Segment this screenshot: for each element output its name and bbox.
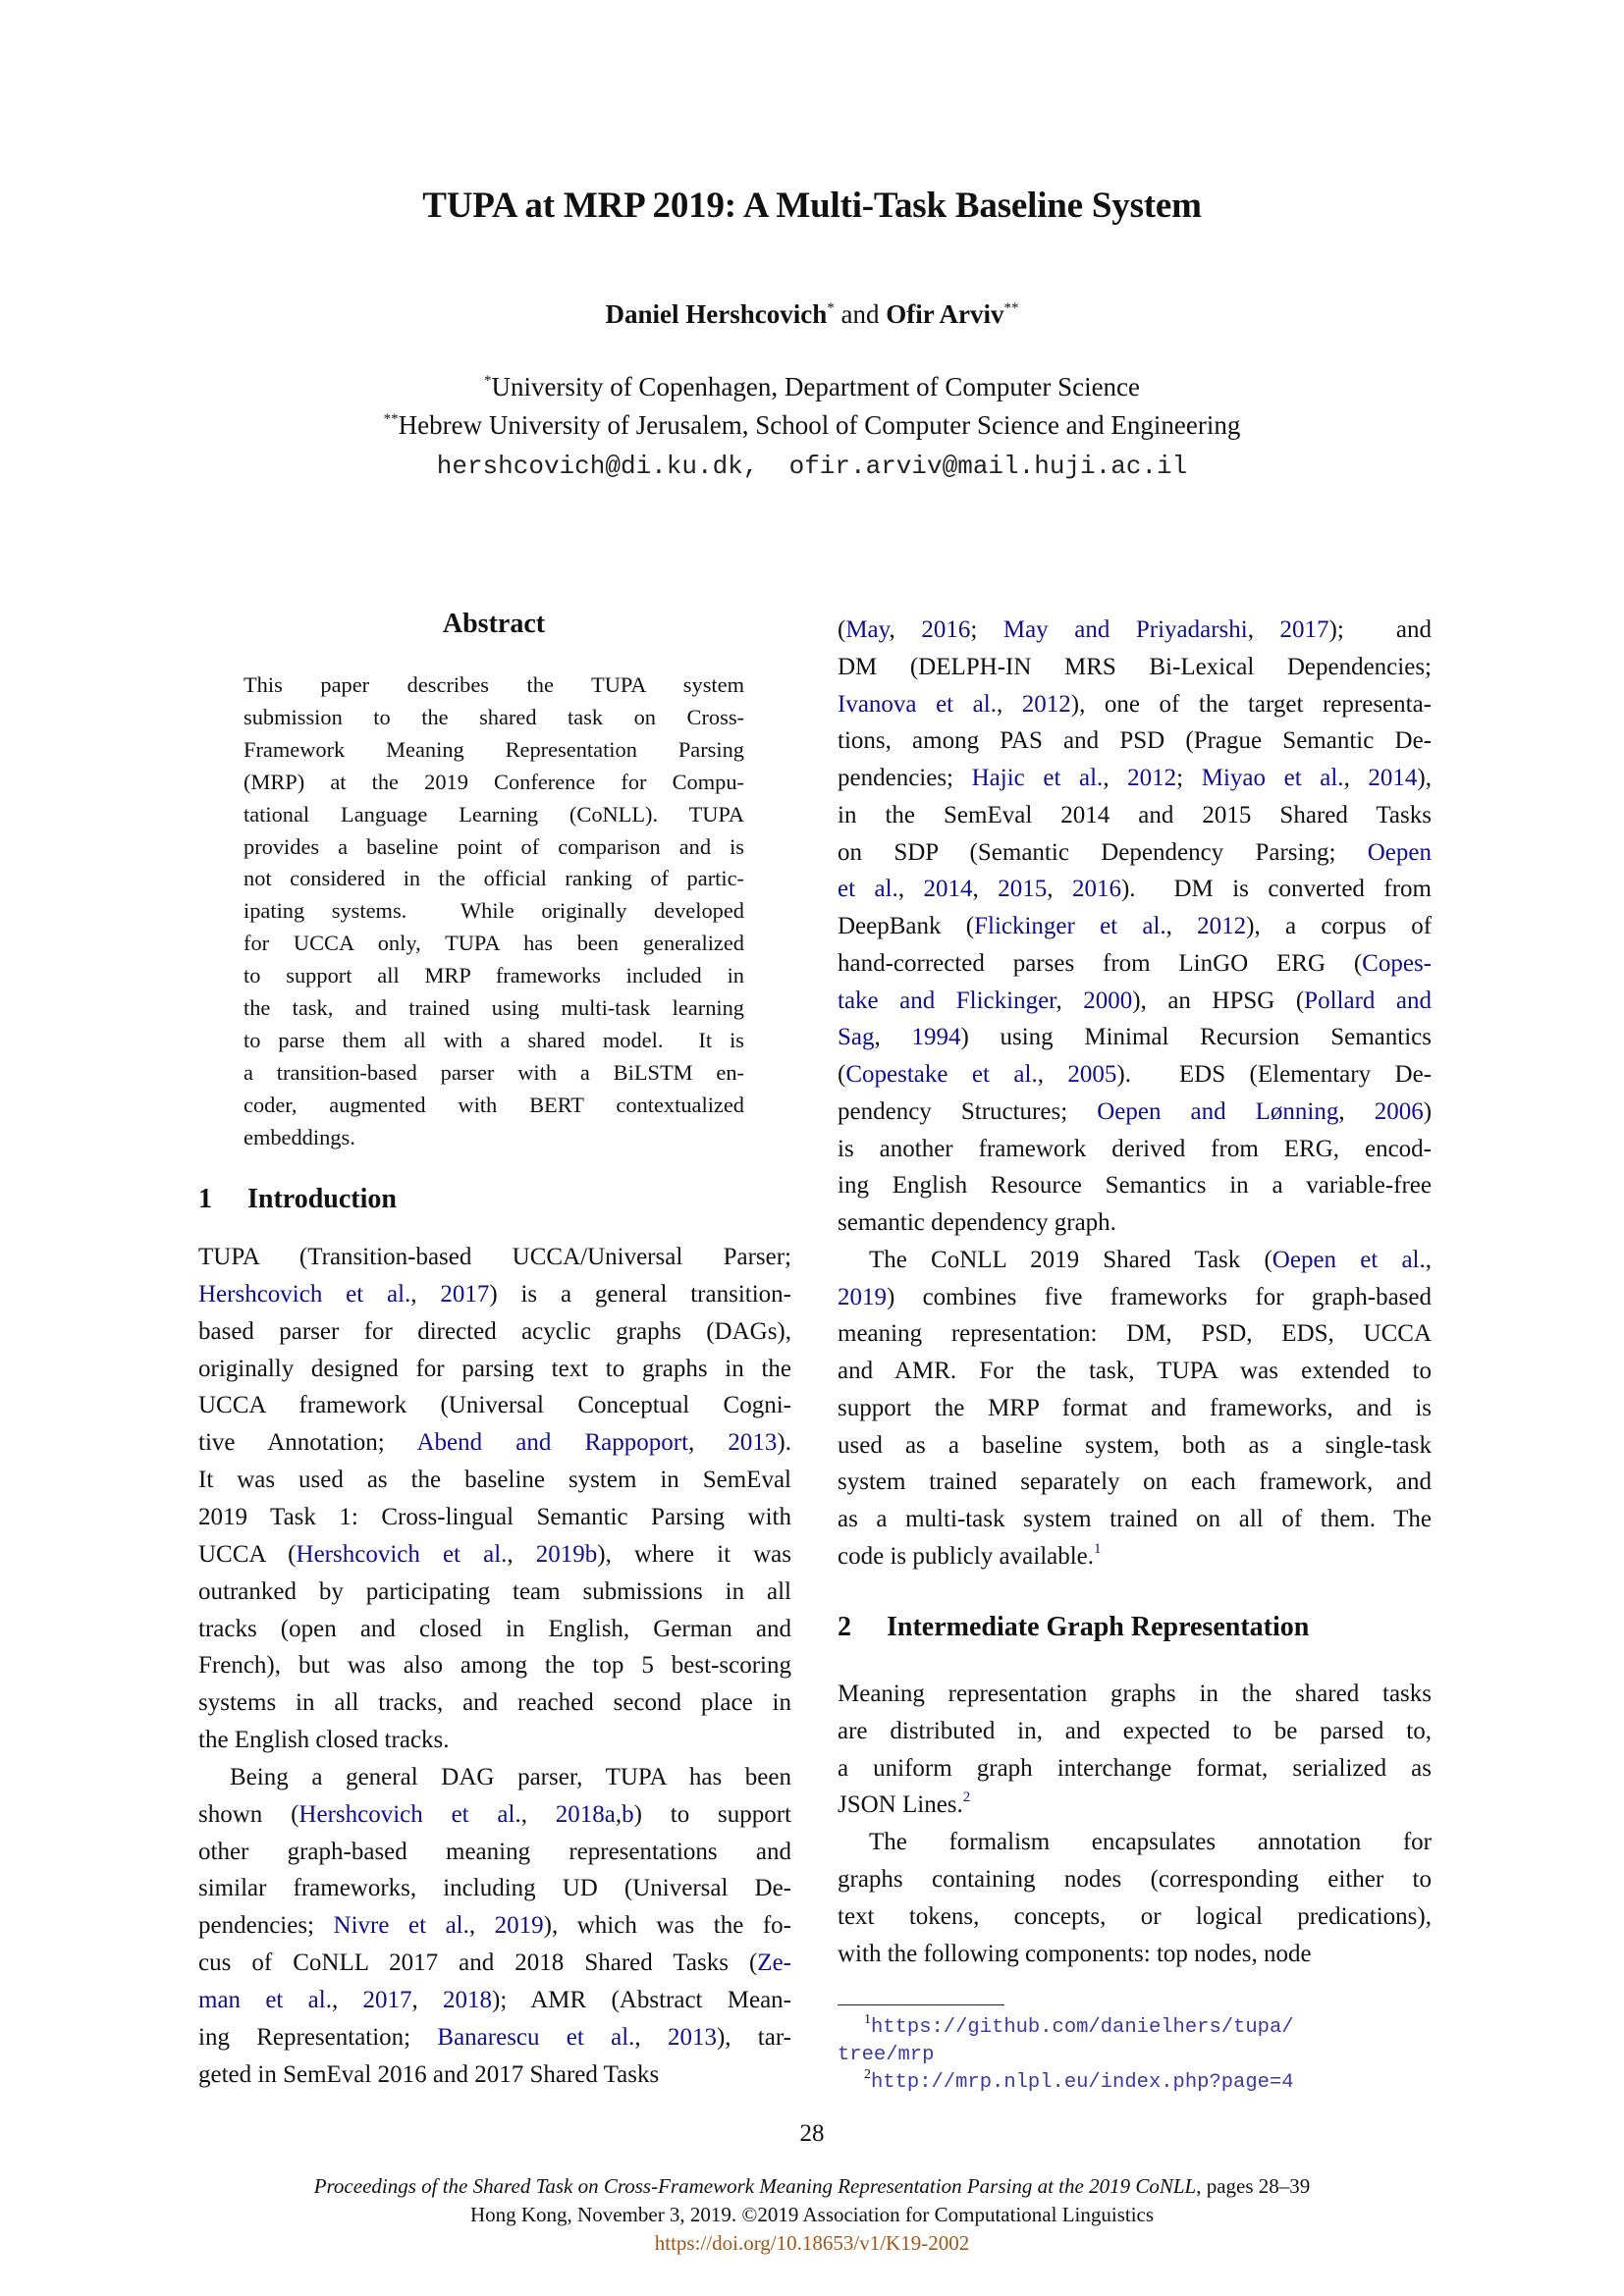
- citation-link[interactable]: Hershcovich et al.: [198, 1280, 411, 1308]
- text-line: [198, 1611, 791, 1648]
- text-span: Framework Meaning Representation Parsing: [244, 736, 744, 762]
- text-line: [244, 766, 744, 798]
- text-line: [198, 1499, 791, 1536]
- citation-link[interactable]: 2019: [838, 1283, 887, 1310]
- citation-link[interactable]: Banarescu et al.: [437, 2023, 635, 2051]
- text-span: ;: [1176, 765, 1202, 791]
- text-span: code is publicly available.: [838, 1542, 1095, 1570]
- text-span: cus of CoNLL 2017 and 2018 Shared Tasks (: [198, 1949, 758, 1977]
- text-span: a uniform graph interchange format, serialized as: [838, 1754, 1432, 1782]
- citation-link[interactable]: Copestake et al.: [845, 1061, 1038, 1088]
- text-line: [838, 1861, 1432, 1898]
- text-span: ) is a general transition-: [489, 1280, 791, 1308]
- text-line: [838, 983, 1432, 1020]
- text-span: ), where it was: [597, 1540, 791, 1568]
- text-line: [838, 908, 1432, 945]
- author-affiliation-mark: *: [827, 300, 835, 316]
- citation-link[interactable]: man et al.: [198, 1987, 332, 2013]
- text-span: 2019 Task 1: Cross-lingual Semantic Parsing with: [198, 1503, 791, 1530]
- citation-link[interactable]: 2018: [443, 1987, 493, 2013]
- text-span: ,: [507, 1540, 536, 1568]
- text-line: [838, 1279, 1432, 1316]
- text-line: [198, 1759, 791, 1796]
- text-line: [198, 1239, 791, 1276]
- citation-link[interactable]: 2019: [494, 1912, 544, 1940]
- text-span: embeddings.: [244, 1124, 355, 1149]
- affiliation-mark: *: [483, 373, 492, 389]
- text-line: [838, 1131, 1432, 1168]
- text-span: outranked by participating team submissions in all: [198, 1577, 791, 1605]
- text-span: ,: [1103, 765, 1128, 791]
- text-line: [198, 1574, 791, 1611]
- text-span: text tokens, concepts, or logical predications),: [838, 1902, 1432, 1930]
- footnote-divider: [838, 2004, 1004, 2005]
- text-span: ,: [411, 1987, 444, 2013]
- footnote-1: [864, 2014, 1294, 2042]
- text-span: ,: [1037, 1061, 1068, 1088]
- text-line: [198, 1351, 791, 1388]
- text-span: support the MRP format and frameworks, and is: [838, 1394, 1432, 1421]
- citation-link[interactable]: 2018a: [555, 1800, 616, 1828]
- text-span: ,: [410, 1280, 441, 1308]
- text-span: It was used as the baseline system in SemEval: [198, 1467, 791, 1494]
- citation-link[interactable]: 2000: [1083, 987, 1133, 1014]
- text-span: the English closed tracks.: [198, 1727, 450, 1754]
- text-line: [838, 871, 1432, 908]
- text-span: in the SemEval 2014 and 2015 Shared Tasks: [838, 801, 1432, 828]
- citation-link[interactable]: 2006: [1374, 1097, 1424, 1125]
- text-span: ,: [1343, 765, 1369, 791]
- proceedings-title: Proceedings of the Shared Task on Cross-Framework Meaning Representation Parsing at the 2019 CoNLL: [313, 2174, 1197, 2198]
- text-line: [198, 1424, 791, 1462]
- text-line: [244, 991, 744, 1024]
- text-line: [244, 1089, 744, 1121]
- text-line: [244, 894, 744, 927]
- text-span: used as a baseline system, both as a single-task: [838, 1431, 1432, 1459]
- paper-title: TUPA at MRP 2019: A Multi-Task Baseline System: [422, 186, 1202, 226]
- text-span: ;: [970, 616, 1003, 643]
- text-span: Meaning representation graphs in the shared tasks: [838, 1681, 1432, 1707]
- citation-link[interactable]: Copes-: [1362, 949, 1432, 977]
- citation-link[interactable]: take and Flickinger: [838, 987, 1056, 1014]
- citation-link[interactable]: 2016: [921, 616, 971, 643]
- text-span: ,: [634, 2023, 668, 2051]
- venue-copyright: Hong Kong, November 3, 2019. ©2019 Association for Computational Linguistics: [469, 2203, 1155, 2226]
- text-span: similar frameworks, including UD (Universal De-: [198, 1875, 791, 1902]
- text-span: meaning representation: DM, PSD, EDS, UCCA: [838, 1320, 1432, 1348]
- text-span: ,: [1165, 913, 1198, 939]
- text-span: This paper describes the TUPA system: [244, 672, 744, 697]
- text-span: ,: [889, 616, 922, 643]
- text-span: other graph-based meaning representations and: [198, 1838, 791, 1865]
- affiliation-text: University of Copenhagen, Department of Computer Science: [491, 372, 1141, 401]
- text-span: ,: [520, 1800, 556, 1828]
- text-line: [198, 1834, 791, 1871]
- section-title: Intermediate Graph Representation: [887, 1612, 1310, 1642]
- text-line: [244, 959, 744, 991]
- citation-link[interactable]: b: [622, 1800, 634, 1828]
- citation-link[interactable]: 2013: [667, 2023, 717, 2051]
- footnote-number: 1: [864, 2012, 871, 2027]
- citation-link[interactable]: 2014: [923, 876, 973, 903]
- text-line: [838, 1538, 1432, 1575]
- text-line: [838, 612, 1432, 649]
- author-affiliation-mark: **: [1003, 300, 1019, 316]
- text-line: [838, 1390, 1432, 1427]
- citation-link[interactable]: 2016: [1071, 876, 1121, 903]
- citation-link[interactable]: 2017: [362, 1987, 412, 2013]
- text-span: tive Annotation;: [198, 1429, 417, 1457]
- citation-link[interactable]: May: [845, 616, 890, 643]
- section-heading-intermediate-graph-representation: [838, 1612, 1309, 1643]
- text-span: ,: [331, 1987, 363, 2013]
- text-span: to parse them all with a shared model. It is: [244, 1027, 744, 1052]
- affiliation-text: Hebrew University of Jerusalem, School of Computer Science and Engineering: [398, 410, 1241, 440]
- text-span: ,: [874, 1024, 912, 1051]
- text-line: [198, 1982, 791, 2019]
- text-line: [838, 1019, 1432, 1056]
- citation-link[interactable]: Hershcovich et al.: [298, 1800, 521, 1828]
- text-line: [198, 1387, 791, 1424]
- citation-link[interactable]: Pollard and: [1304, 987, 1432, 1014]
- text-line: [838, 760, 1432, 797]
- text-span: ,: [1247, 616, 1280, 643]
- text-span: ) to support: [633, 1800, 792, 1828]
- text-line: [198, 1907, 791, 1945]
- citation-link[interactable]: Hershcovich et al.: [296, 1540, 508, 1568]
- text-span: DeepBank (: [838, 913, 975, 939]
- text-span: systems in all tracks, and reached second place in: [198, 1689, 791, 1717]
- text-span: ,: [615, 1800, 623, 1828]
- text-span: ,: [972, 876, 999, 903]
- text-span: ),: [1417, 765, 1432, 791]
- citation-link[interactable]: Sag: [838, 1024, 875, 1051]
- text-line: [244, 701, 744, 733]
- text-line: [198, 1647, 791, 1684]
- text-span: ,: [468, 1912, 495, 1940]
- text-line: [838, 1898, 1432, 1936]
- text-line: [838, 1353, 1432, 1390]
- text-span: shown (: [198, 1800, 299, 1828]
- section-number: 1: [198, 1184, 212, 1214]
- section-number: 2: [838, 1612, 851, 1642]
- text-span: ), an HPSG (: [1132, 987, 1305, 1014]
- text-span: ,: [1338, 1097, 1375, 1125]
- text-line: [838, 1204, 1432, 1242]
- text-span: semantic dependency graph.: [838, 1209, 1116, 1236]
- footnote-2: [864, 2069, 1294, 2097]
- citation-link[interactable]: 2012: [1021, 690, 1071, 718]
- text-span: ). DM is converted from: [1120, 876, 1432, 903]
- text-span: originally designed for parsing text to graphs in the: [198, 1355, 791, 1382]
- citation-link[interactable]: 2005: [1067, 1061, 1117, 1088]
- page-number: 28: [799, 2120, 825, 2147]
- text-line: [838, 686, 1432, 723]
- text-line: [838, 945, 1432, 983]
- footnote-number: 2: [864, 2067, 871, 2082]
- proceedings-pages: , pages 28–39: [1196, 2174, 1311, 2198]
- text-line: [838, 1056, 1432, 1094]
- text-line: [198, 1684, 791, 1722]
- citation-link[interactable]: 2015: [998, 876, 1048, 903]
- text-span: tions, among PAS and PSD (Prague Semantic De-: [838, 727, 1432, 755]
- text-span: pendencies;: [838, 765, 972, 791]
- citation-link[interactable]: 2014: [1368, 765, 1418, 791]
- text-line: [838, 722, 1432, 760]
- footnote-reference[interactable]: 1: [1094, 1540, 1102, 1557]
- text-line: [838, 1242, 1432, 1279]
- text-span: coder, augmented with BERT contextualized: [244, 1092, 744, 1117]
- doi-link[interactable]: https://doi.org/10.18653/v1/K19-2002: [654, 2231, 970, 2255]
- text-span: a transition-based parser with a BiLSTM en-: [244, 1059, 744, 1085]
- citation-link[interactable]: Ivanova et al.: [838, 690, 997, 718]
- affiliation: [0, 410, 1624, 441]
- text-span: ,: [688, 1429, 729, 1457]
- citation-link[interactable]: 2012: [1197, 913, 1247, 939]
- text-line: [198, 1276, 791, 1313]
- text-span: not considered in the official ranking of partic-: [244, 866, 744, 891]
- citation-link[interactable]: 2013: [728, 1429, 778, 1457]
- citation-link[interactable]: 2017: [1279, 616, 1329, 643]
- text-line: [198, 1796, 791, 1834]
- text-span: The CoNLL 2019 Shared Task (: [869, 1246, 1272, 1273]
- author-name: Daniel Hershcovich: [605, 299, 828, 329]
- text-line: [244, 862, 744, 894]
- text-span: pendencies;: [198, 1912, 334, 1940]
- text-span: DM (DELPH-IN MRS Bi-Lexical Dependencies;: [838, 653, 1432, 680]
- text-span: submission to the shared task on Cross-: [244, 704, 744, 729]
- citation-link[interactable]: Ze-: [757, 1949, 791, 1977]
- text-line: [838, 1936, 1432, 1973]
- footnote-url[interactable]: http://mrp.nlpl.eu/index.php?page=4: [871, 2071, 1294, 2094]
- text-line: [244, 733, 744, 766]
- text-span: French), but was also among the top 5 best-scoring: [198, 1652, 791, 1680]
- text-span: (: [838, 1061, 846, 1088]
- citation-link[interactable]: Hajic et al.: [971, 765, 1104, 791]
- text-span: pendency Structures;: [838, 1097, 1098, 1125]
- text-line: [838, 1464, 1432, 1501]
- text-line: [198, 2056, 791, 2094]
- text-span: the task, and trained using multi-task learning: [244, 995, 744, 1020]
- citation-link[interactable]: Oepen and Lønning: [1097, 1097, 1339, 1125]
- citation-link[interactable]: May and Priyadarshi: [1002, 616, 1248, 643]
- citation-link[interactable]: 1994: [911, 1024, 961, 1051]
- text-line: [838, 834, 1432, 872]
- text-span: ), a corpus of: [1246, 913, 1433, 939]
- citation-link[interactable]: Oepen et al.: [1272, 1246, 1426, 1273]
- text-span: ): [1423, 1097, 1433, 1125]
- text-span: UCCA framework (Universal Conceptual Cogni-: [198, 1392, 791, 1419]
- text-span: system trained separately on each framework, and: [838, 1468, 1432, 1496]
- text-span: JSON Lines.: [838, 1791, 963, 1819]
- text-line: [838, 1787, 1432, 1824]
- text-line: [198, 2019, 791, 2056]
- text-span: for UCCA only, TUPA has been generalized: [244, 931, 744, 956]
- text-span: geted in SemEval 2016 and 2017 Shared Tasks: [198, 2060, 660, 2088]
- text-span: with the following components: top nodes, node: [838, 1940, 1312, 1967]
- text-span: graphs containing nodes (corresponding either to: [838, 1866, 1432, 1893]
- text-span: ), one of the target representa-: [1070, 690, 1433, 718]
- text-span: ,: [1047, 876, 1072, 903]
- text-span: hand-corrected parses from LinGO ERG (: [838, 949, 1363, 977]
- text-span: based parser for directed acyclic graphs (DAGs),: [198, 1317, 791, 1345]
- citation-link[interactable]: et al.: [838, 876, 898, 903]
- text-line: [838, 1167, 1432, 1204]
- text-line: [838, 649, 1432, 686]
- section-heading-introduction: [198, 1184, 397, 1215]
- text-span: The formalism encapsulates annotation for: [869, 1829, 1432, 1856]
- citation-link[interactable]: Miyao et al.: [1201, 765, 1344, 791]
- text-line: [838, 1750, 1432, 1788]
- text-line: [244, 1056, 744, 1089]
- text-line: [838, 1676, 1432, 1713]
- footnote-1-continuation[interactable]: tree/mrp: [838, 2044, 935, 2066]
- text-span: ), which was the fo-: [543, 1912, 791, 1940]
- text-line: [838, 1824, 1432, 1861]
- text-line: [244, 1024, 744, 1056]
- citation-link[interactable]: Abend and Rappoport: [416, 1429, 689, 1457]
- text-span: ,: [1056, 987, 1084, 1014]
- text-span: ).: [777, 1429, 791, 1457]
- text-line: [198, 1870, 791, 1907]
- text-span: UCCA (: [198, 1540, 297, 1568]
- author-joiner: and: [834, 299, 887, 329]
- text-line: [244, 668, 744, 701]
- text-line: [198, 1945, 791, 1982]
- text-span: ). EDS (Elementary De-: [1116, 1061, 1433, 1088]
- citation-link[interactable]: Nivre et al.: [333, 1912, 469, 1940]
- text-line: [838, 1501, 1432, 1538]
- text-span: on SDP (Semantic Dependency Parsing;: [838, 838, 1368, 866]
- text-span: ,: [897, 876, 924, 903]
- text-span: ); and: [1328, 616, 1433, 643]
- text-span: ) combines five frameworks for graph-based: [887, 1283, 1432, 1310]
- text-span: (MRP) at the 2019 Conference for Compu-: [244, 769, 744, 794]
- text-span: tracks (open and closed in English, German and: [198, 1615, 791, 1642]
- text-span: tational Language Learning (CoNLL). TUPA: [244, 801, 744, 827]
- text-span: (: [838, 616, 846, 643]
- text-line: [198, 1462, 791, 1499]
- text-line: [244, 927, 744, 959]
- text-span: ), tar-: [716, 2023, 791, 2051]
- section-title: Introduction: [247, 1184, 397, 1214]
- abstract-heading: Abstract: [442, 609, 546, 639]
- author-line: [0, 299, 1624, 330]
- text-span: ); AMR (Abstract Mean-: [492, 1987, 792, 2013]
- citation-link[interactable]: Oepen: [1367, 838, 1432, 866]
- text-line: [198, 1313, 791, 1351]
- text-line: [838, 797, 1432, 834]
- citation-link[interactable]: 2017: [440, 1280, 490, 1308]
- text-span: TUPA (Transition-based UCCA/Universal Parser;: [198, 1244, 791, 1270]
- text-span: ) using Minimal Recursion Semantics: [960, 1024, 1432, 1051]
- citation-link[interactable]: 2012: [1127, 765, 1177, 791]
- footnote-url[interactable]: https://github.com/danielhers/tupa/: [871, 2016, 1294, 2039]
- text-line: [244, 798, 744, 830]
- text-line: [838, 1713, 1432, 1750]
- text-span: is another framework derived from ERG, encod-: [838, 1135, 1432, 1162]
- text-line: [838, 1094, 1432, 1131]
- text-line: [838, 1427, 1432, 1465]
- proceedings-citation: [0, 2174, 1624, 2199]
- text-line: [198, 1722, 791, 1759]
- text-span: ,: [996, 690, 1022, 718]
- text-span: ipating systems. While originally developed: [244, 898, 744, 924]
- text-span: Being a general DAG parser, TUPA has been: [230, 1763, 791, 1790]
- text-line: [244, 830, 744, 863]
- text-line: [198, 1536, 791, 1574]
- text-line: [838, 1315, 1432, 1353]
- footnote-reference[interactable]: 2: [962, 1789, 971, 1806]
- affiliation-mark: **: [383, 411, 399, 427]
- text-span: ,: [1425, 1246, 1432, 1273]
- text-span: to support all MRP frameworks included in: [244, 963, 744, 988]
- text-line: [244, 1121, 744, 1153]
- citation-link[interactable]: Flickinger et al.: [974, 913, 1166, 939]
- text-span: provides a baseline point of comparison and is: [244, 833, 744, 859]
- author-emails[interactable]: hershcovich@di.ku.dk, ofir.arviv@mail.huji.ac.il: [436, 452, 1188, 481]
- text-span: are distributed in, and expected to be parsed to,: [838, 1717, 1432, 1744]
- author-name: Ofir Arviv: [886, 299, 1004, 329]
- text-span: ing English Resource Semantics in a variable-free: [838, 1172, 1432, 1200]
- text-span: and AMR. For the task, TUPA was extended to: [838, 1358, 1432, 1384]
- affiliation: [0, 372, 1624, 402]
- citation-link[interactable]: 2019b: [535, 1540, 598, 1568]
- text-span: as a multi-task system trained on all of them. The: [838, 1506, 1432, 1532]
- text-span: ing Representation;: [198, 2023, 438, 2051]
